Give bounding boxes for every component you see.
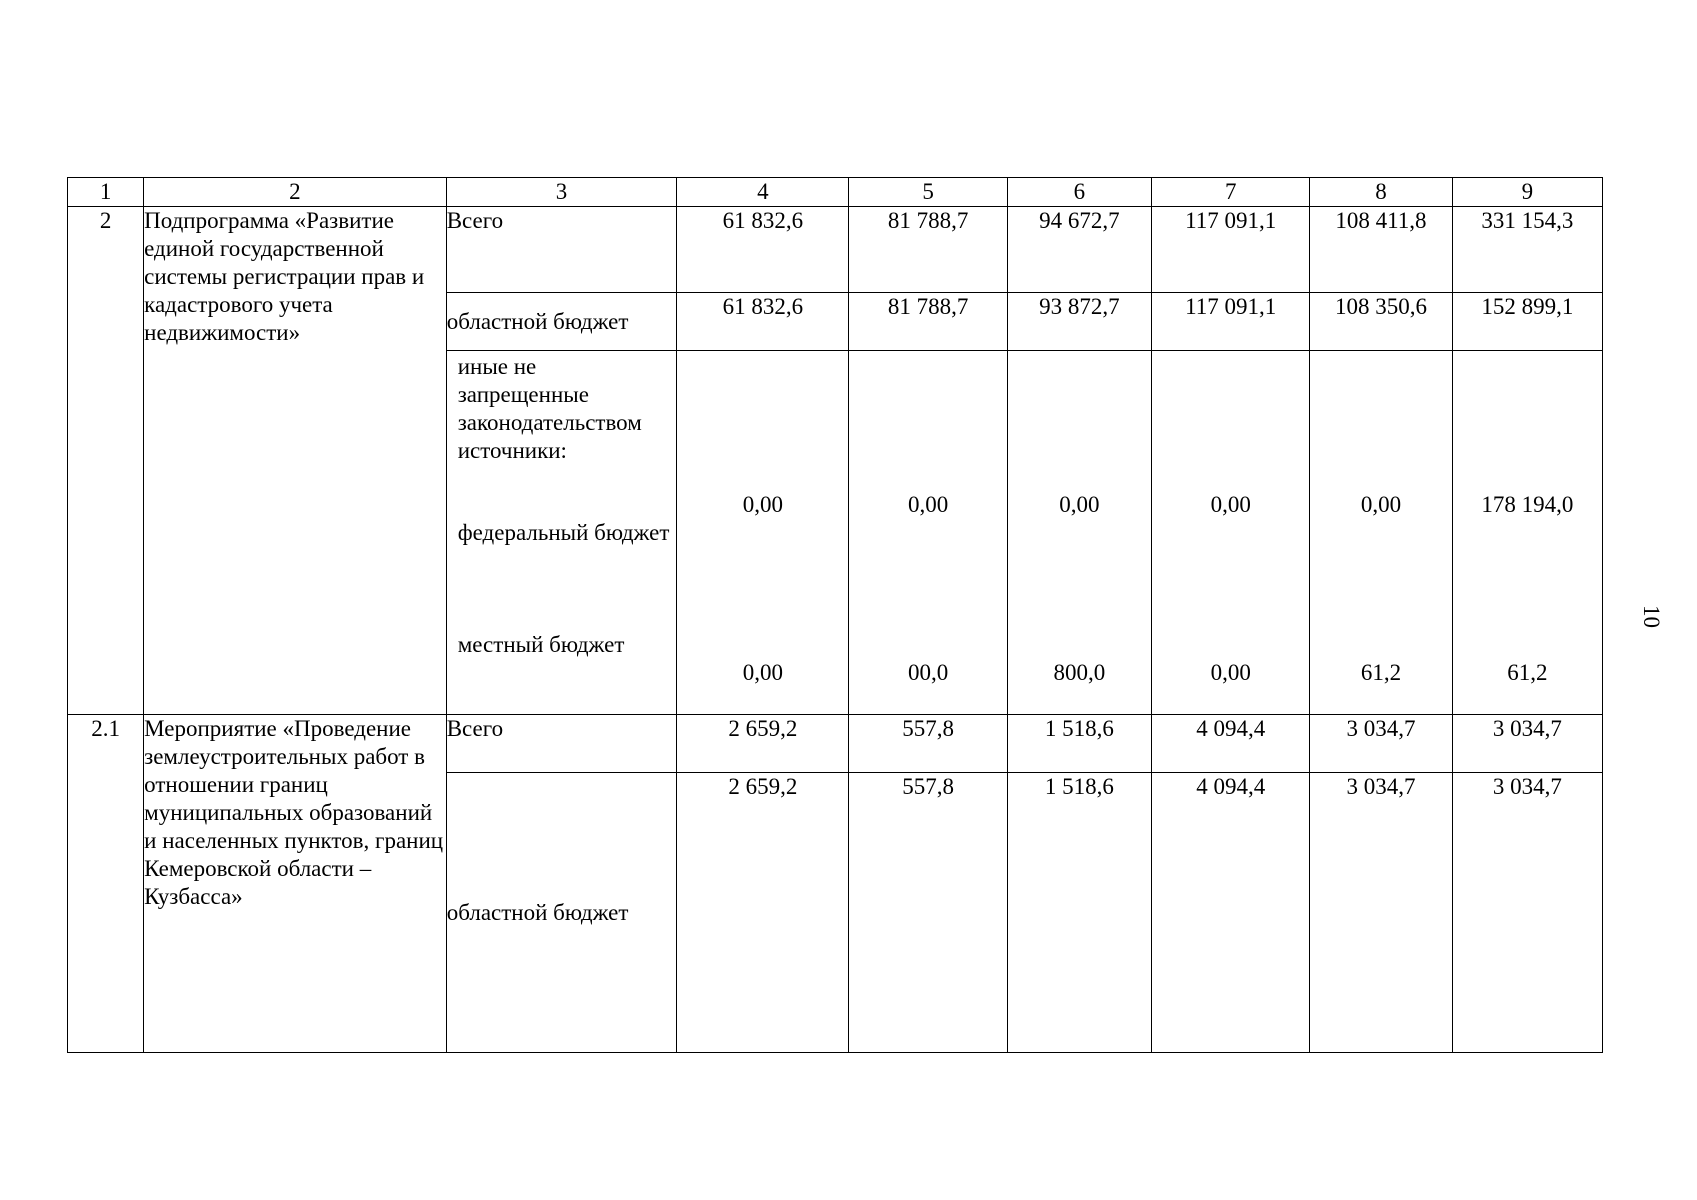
value-cell: 557,8: [849, 773, 1007, 1053]
table-row: [68, 207, 1603, 293]
row-number: 2: [68, 207, 144, 715]
value-cell: 108 411,8: [1310, 207, 1452, 293]
value-cell: 94 672,7: [1007, 207, 1151, 293]
value: 0,00: [1210, 492, 1251, 517]
funding-subsource: федеральный бюджет: [457, 520, 670, 545]
value-cell: [1310, 351, 1452, 715]
value-cell: 4 094,4: [1152, 715, 1310, 773]
column-header: 2: [144, 178, 447, 207]
value-cell: [677, 351, 849, 715]
value-cell: 1 518,6: [1007, 773, 1151, 1053]
value: 0,00: [1210, 660, 1251, 685]
program-name: Подпрограмма «Развитие единой государственной системы регистрации прав и кадастрового учета недвижимости»: [144, 207, 447, 715]
value: 800,0: [1053, 660, 1106, 685]
funding-source: Всего: [446, 207, 676, 293]
value-cell: [1007, 351, 1151, 715]
funding-source: иные не запрещенные законодательством источники:: [457, 354, 642, 463]
value: 61,2: [1507, 660, 1548, 685]
table-header-row: [68, 178, 1603, 207]
value-cell: 152 899,1: [1452, 293, 1602, 351]
column-header: 5: [849, 178, 1007, 207]
value-cell: 1 518,6: [1007, 715, 1151, 773]
value-cell: [1152, 351, 1310, 715]
funding-source-cell: [446, 351, 676, 715]
page-number: 10: [1639, 605, 1664, 628]
program-name: Мероприятие «Проведение землеустроительных работ в отношении границ муниципальных образований и населенных пунктов, границ Кемеровской области – Кузбасса»: [144, 715, 447, 1053]
value-cell: 61 832,6: [677, 207, 849, 293]
value: 0,00: [742, 660, 783, 685]
column-header: 3: [446, 178, 676, 207]
value: 61,2: [1360, 660, 1402, 685]
value-cell: 108 350,6: [1310, 293, 1452, 351]
row-number: 2.1: [68, 715, 144, 1053]
column-header: 9: [1452, 178, 1602, 207]
value-cell: 3 034,7: [1452, 715, 1602, 773]
funding-source: Всего: [446, 715, 676, 773]
funding-subsource: местный бюджет: [457, 632, 625, 657]
value-cell: 117 091,1: [1152, 207, 1310, 293]
value-cell: 331 154,3: [1452, 207, 1602, 293]
column-header: 4: [677, 178, 849, 207]
value-cell: 81 788,7: [849, 293, 1007, 351]
value-cell: 3 034,7: [1310, 773, 1452, 1053]
value: 0,00: [908, 492, 949, 517]
value: 0,00: [742, 492, 783, 517]
budget-table: [67, 177, 1603, 1053]
value-cell: 4 094,4: [1152, 773, 1310, 1053]
value-cell: 93 872,7: [1007, 293, 1151, 351]
value-cell: 557,8: [849, 715, 1007, 773]
value-cell: 2 659,2: [677, 773, 849, 1053]
value-cell: 2 659,2: [677, 715, 849, 773]
funding-source: областной бюджет: [446, 773, 676, 1053]
value-cell: [1452, 351, 1602, 715]
value-cell: 81 788,7: [849, 207, 1007, 293]
funding-source: областной бюджет: [446, 293, 676, 351]
value-cell: 3 034,7: [1452, 773, 1602, 1053]
value-cell: [849, 351, 1007, 715]
column-header: 1: [68, 178, 144, 207]
value-cell: 3 034,7: [1310, 715, 1452, 773]
column-header: 7: [1152, 178, 1310, 207]
value-cell: 117 091,1: [1152, 293, 1310, 351]
column-header: 8: [1310, 178, 1452, 207]
value: 00,0: [908, 660, 949, 685]
value-cell: 61 832,6: [677, 293, 849, 351]
column-header: 6: [1007, 178, 1151, 207]
value: 0,00: [1360, 492, 1402, 517]
table-row: [68, 715, 1603, 773]
value: 178 194,0: [1481, 492, 1574, 517]
value: 0,00: [1059, 492, 1100, 517]
